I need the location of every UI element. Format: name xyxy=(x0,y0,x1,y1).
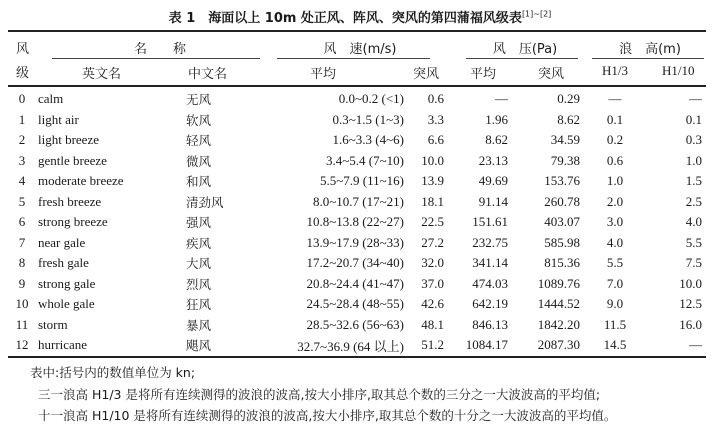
cell-avg: 32.7~36.9 (64 以上) xyxy=(297,338,404,354)
table-row xyxy=(8,335,706,356)
cell-cn: 烈风 xyxy=(186,276,212,292)
table-row xyxy=(8,294,706,315)
cell-p-avg: 1.96 xyxy=(485,111,508,127)
table-title xyxy=(0,7,720,26)
cell-gust: 3.3 xyxy=(427,111,444,127)
cell-gust: 0.6 xyxy=(427,91,444,107)
cell-h110: 1.0 xyxy=(685,152,702,168)
table-row xyxy=(8,151,706,172)
cell-h110: 10.0 xyxy=(679,275,702,291)
table-row xyxy=(8,110,706,131)
cell-avg: 20.8~24.4 (41~47) xyxy=(306,275,404,291)
cell-p-avg: 232.75 xyxy=(472,234,508,250)
cell-h13: 1.0 xyxy=(606,173,624,189)
cell-h13: 9.0 xyxy=(606,296,624,312)
cell-p-avg: 23.13 xyxy=(478,152,508,168)
cell-en: moderate breeze xyxy=(38,173,124,189)
note-units: 表中:括号内的数值单位为 kn; xyxy=(30,365,196,380)
table-row xyxy=(8,212,706,233)
header-speed-underline xyxy=(277,58,430,59)
cell-en: hurricane xyxy=(38,337,88,353)
cell-avg: 17.2~20.7 (34~40) xyxy=(306,255,404,271)
cell-h110: 12.5 xyxy=(679,296,702,312)
cell-cn: 微风 xyxy=(186,153,212,169)
cell-level: 4 xyxy=(18,173,26,189)
table-title-reference: [1]~[2] xyxy=(521,9,552,19)
cell-h110: — xyxy=(689,91,702,107)
cell-avg: 3.4~5.4 (7~10) xyxy=(326,152,404,168)
cell-p-gust: 2087.30 xyxy=(537,337,580,353)
cell-p-avg: — xyxy=(495,91,508,107)
cell-p-avg: 1084.17 xyxy=(465,337,508,353)
cell-avg: 8.0~10.7 (17~21) xyxy=(313,193,404,209)
cell-level: 11 xyxy=(15,316,29,332)
cell-gust: 27.2 xyxy=(421,234,444,250)
cell-avg: 28.5~32.6 (56~63) xyxy=(306,316,404,332)
cell-gust: 42.6 xyxy=(421,296,444,312)
table-row xyxy=(8,253,706,274)
cell-h110: 16.0 xyxy=(679,316,702,332)
header-name-cn: 中文名 xyxy=(188,67,228,82)
header-wave-underline xyxy=(592,58,704,59)
cell-gust: 18.1 xyxy=(421,193,444,209)
cell-level: 1 xyxy=(18,111,26,127)
cell-en: calm xyxy=(38,91,64,107)
cell-h13: 2.0 xyxy=(606,193,624,209)
cell-cn: 和风 xyxy=(186,174,212,190)
cell-h110: 0.1 xyxy=(685,111,702,127)
header-wave-h13: H1/3 xyxy=(602,63,628,78)
cell-cn: 强风 xyxy=(186,215,212,231)
cell-en: light breeze xyxy=(38,132,99,148)
cell-gust: 6.6 xyxy=(427,132,444,148)
cell-h110: 4.0 xyxy=(685,214,702,230)
cell-h13: 14.5 xyxy=(603,337,627,353)
cell-gust: 48.1 xyxy=(421,316,444,332)
cell-cn: 软风 xyxy=(186,112,212,128)
header-pressure-gust: 突风 xyxy=(538,67,565,82)
cell-h13: 3.0 xyxy=(606,214,624,230)
cell-p-gust: 0.29 xyxy=(557,91,580,107)
cell-level: 3 xyxy=(18,152,26,168)
cell-avg: 0.0~0.2 (<1) xyxy=(338,91,404,107)
cell-p-gust: 260.78 xyxy=(544,193,580,209)
cell-h110: — xyxy=(689,337,702,353)
cell-en: whole gale xyxy=(38,296,95,312)
cell-gust: 10.0 xyxy=(421,152,444,168)
table-row xyxy=(8,171,706,192)
cell-en: light air xyxy=(38,111,79,127)
cell-h110: 5.5 xyxy=(685,234,702,250)
cell-p-gust: 585.98 xyxy=(544,234,580,250)
cell-level: 9 xyxy=(18,275,26,291)
cell-p-avg: 846.13 xyxy=(472,316,508,332)
cell-p-gust: 79.38 xyxy=(550,152,580,168)
cell-level: 6 xyxy=(18,214,26,230)
cell-avg: 24.5~28.4 (48~55) xyxy=(306,296,404,312)
top-rule xyxy=(8,30,706,32)
header-speed: 风 速(m/s) xyxy=(323,42,397,57)
header-rule xyxy=(8,85,706,87)
header-pressure: 风 压(Pa) xyxy=(492,42,558,57)
cell-gust: 51.2 xyxy=(421,337,444,353)
cell-p-gust: 1444.52 xyxy=(537,296,580,312)
table-row xyxy=(8,89,706,110)
cell-gust: 32.0 xyxy=(421,255,444,271)
table-notes xyxy=(30,362,616,427)
table-row xyxy=(8,192,706,213)
cell-level: 10 xyxy=(15,296,29,312)
cell-p-gust: 1089.76 xyxy=(537,275,580,291)
cell-p-avg: 91.14 xyxy=(478,193,508,209)
table-row xyxy=(8,233,706,254)
cell-en: near gale xyxy=(38,234,86,250)
cell-h13: 0.1 xyxy=(606,111,624,127)
cell-p-avg: 642.19 xyxy=(472,296,508,312)
cell-level: 0 xyxy=(18,91,26,107)
cell-level: 2 xyxy=(18,132,26,148)
cell-gust: 22.5 xyxy=(421,214,444,230)
cell-cn: 无风 xyxy=(186,92,212,108)
cell-cn: 暴风 xyxy=(186,317,212,333)
cell-p-avg: 341.14 xyxy=(472,255,508,271)
header-wave-h110: H1/10 xyxy=(662,63,695,78)
cell-p-gust: 403.07 xyxy=(544,214,580,230)
table-row xyxy=(8,315,706,336)
header-pressure-underline xyxy=(466,58,578,59)
header-speed-gust: 突风 xyxy=(413,67,440,82)
cell-en: fresh breeze xyxy=(38,193,102,209)
cell-h110: 2.5 xyxy=(685,193,702,209)
cell-cn: 清劲风 xyxy=(186,194,224,210)
cell-p-gust: 153.76 xyxy=(544,173,580,189)
cell-cn: 狂风 xyxy=(186,297,212,313)
cell-h110: 0.3 xyxy=(685,132,702,148)
cell-h13: 5.5 xyxy=(606,255,624,271)
cell-p-avg: 49.69 xyxy=(478,173,508,189)
cell-avg: 5.5~7.9 (11~16) xyxy=(320,173,404,189)
cell-h110: 1.5 xyxy=(685,173,702,189)
cell-level: 5 xyxy=(18,193,26,209)
header-name-underline xyxy=(52,58,260,59)
cell-cn: 大风 xyxy=(186,256,212,272)
cell-cn: 疾风 xyxy=(186,235,212,251)
cell-gust: 13.9 xyxy=(421,173,444,189)
cell-p-gust: 8.62 xyxy=(557,111,580,127)
cell-p-gust: 34.59 xyxy=(550,132,580,148)
cell-en: fresh gale xyxy=(38,255,89,271)
cell-h13: 7.0 xyxy=(606,275,624,291)
cell-en: strong gale xyxy=(38,275,96,291)
note-h110: 十一浪高 H1/10 是将所有连续测得的波浪的波高,按大小排序,取其总个数的十分之一大波波高的平均值。 xyxy=(38,408,617,423)
table-row xyxy=(8,130,706,151)
cell-p-avg: 474.03 xyxy=(472,275,508,291)
header-speed-avg: 平均 xyxy=(310,67,337,82)
cell-h13: 4.0 xyxy=(606,234,624,250)
cell-level: 7 xyxy=(18,234,26,250)
cell-cn: 轻风 xyxy=(186,133,212,149)
cell-p-gust: 815.36 xyxy=(544,255,580,271)
cell-h110: 7.5 xyxy=(685,255,702,271)
cell-p-avg: 151.61 xyxy=(472,214,508,230)
table-title-text: 表 1 海面以上 10m 处正风、阵风、突风的第四蒲福风级表 xyxy=(168,11,522,26)
cell-avg: 1.6~3.3 (4~6) xyxy=(332,132,404,148)
beaufort-table xyxy=(8,89,706,356)
cell-avg: 0.3~1.5 (1~3) xyxy=(332,111,404,127)
cell-avg: 13.9~17.9 (28~33) xyxy=(306,234,404,250)
cell-level: 8 xyxy=(18,255,26,271)
bottom-rule xyxy=(8,356,706,358)
table-row xyxy=(8,274,706,295)
header-wave: 浪 高(m) xyxy=(619,42,681,57)
cell-h13: — xyxy=(608,91,622,107)
cell-h13: 11.5 xyxy=(603,316,627,332)
header-name-en: 英文名 xyxy=(82,67,122,82)
cell-gust: 37.0 xyxy=(421,275,444,291)
header-pressure-avg: 平均 xyxy=(470,67,497,82)
cell-h13: 0.2 xyxy=(606,132,624,148)
cell-en: strong breeze xyxy=(38,214,108,230)
cell-cn: 飓风 xyxy=(186,338,212,354)
cell-p-avg: 8.62 xyxy=(485,132,508,148)
header-name: 名 称 xyxy=(133,42,186,57)
header-level-2: 级 xyxy=(16,66,30,81)
cell-en: storm xyxy=(38,316,68,332)
cell-h13: 0.6 xyxy=(606,152,624,168)
header-level-1: 风 xyxy=(16,42,30,57)
cell-en: gentle breeze xyxy=(38,152,107,168)
note-h13: 三一浪高 H1/3 是将所有连续测得的波浪的波高,按大小排序,取其总个数的三分之一大波波高的平均值; xyxy=(38,386,601,402)
cell-level: 12 xyxy=(15,337,29,353)
cell-p-gust: 1842.20 xyxy=(537,316,580,332)
cell-avg: 10.8~13.8 (22~27) xyxy=(306,214,404,230)
